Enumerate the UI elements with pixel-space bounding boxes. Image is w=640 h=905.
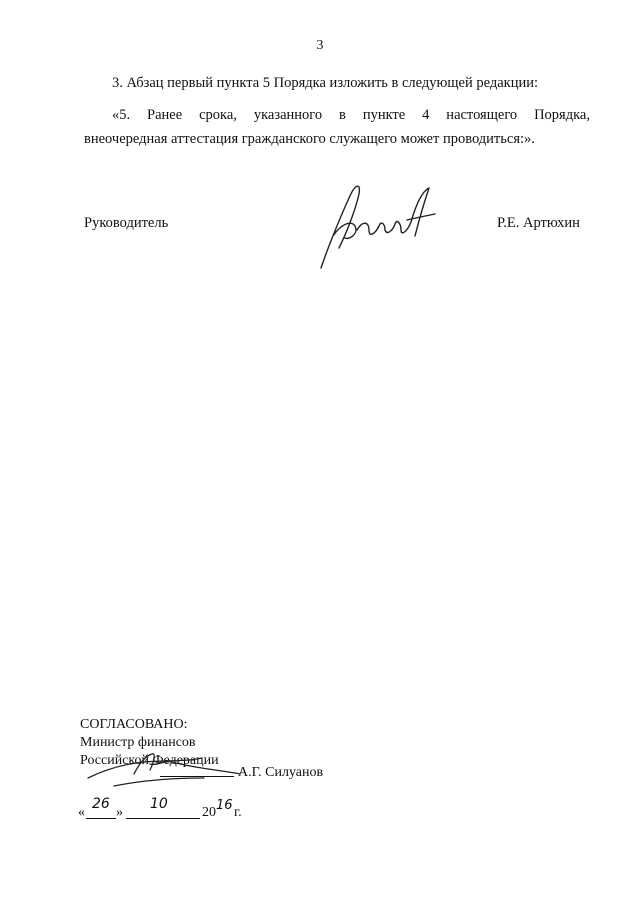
approval-position-line-1: Министр финансов (80, 735, 196, 750)
quote-line-1: «5. Ранее срока, указанного в пункте 4 настоящего Порядка, (112, 107, 590, 123)
approval-position-line-2: Российской Федерации (80, 753, 219, 768)
date-close-quote: » (116, 805, 123, 820)
handwritten-signature-siluanov (84, 748, 244, 788)
date-year-prefix: 20 (202, 805, 216, 820)
date-year-unit: г. (234, 805, 242, 820)
handwritten-signature-artyukhin (315, 180, 440, 275)
amendment-item-3: 3. Абзац первый пункта 5 Порядка изложить в следующей редакции: (112, 75, 539, 91)
quote-line-2: внеочередная аттестация гражданского служащего может проводиться:». (84, 131, 535, 147)
approval-name: А.Г. Силуанов (238, 765, 324, 780)
date-day-handwritten: 26 (92, 796, 110, 812)
date-month-blank (126, 818, 200, 819)
date-day-blank (86, 818, 116, 819)
date-month-handwritten: 10 (150, 796, 168, 812)
date-year-handwritten: 16 (216, 798, 233, 813)
date-open-quote: « (78, 805, 85, 820)
signatory-title: Руководитель (84, 215, 169, 231)
approval-heading: СОГЛАСОВАНО: (80, 717, 188, 732)
signature-line (160, 776, 234, 777)
signatory-name: Р.Е. Артюхин (497, 215, 580, 231)
page-number: 3 (316, 38, 324, 53)
